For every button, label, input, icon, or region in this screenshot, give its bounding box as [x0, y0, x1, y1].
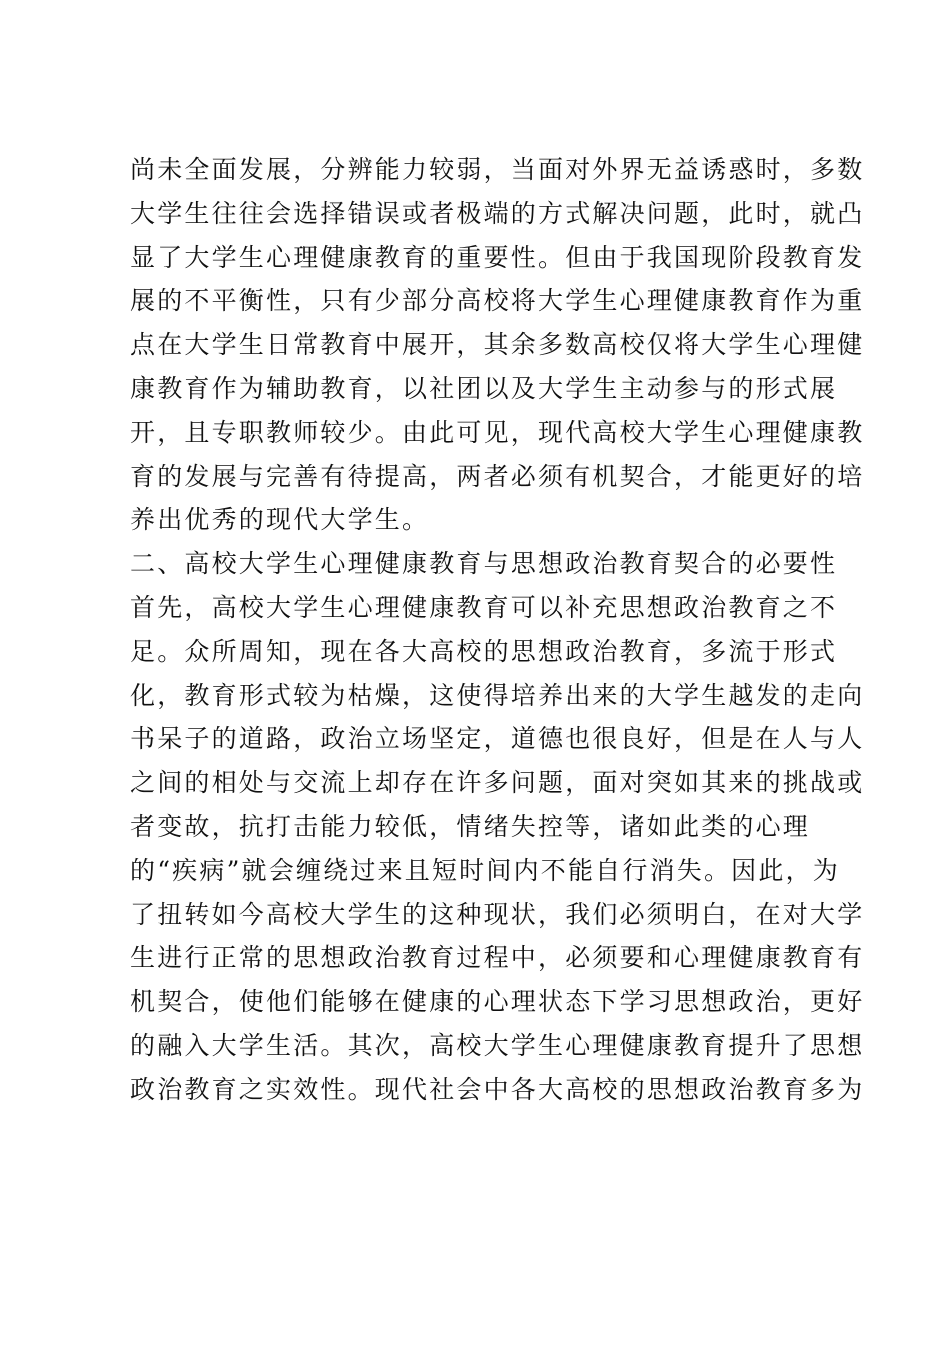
text-line: 政治教育之实效性。现代社会中各大高校的思想政治教育多为: [130, 1074, 865, 1104]
text-line: 了扭转如今高校大学生的这种现状，我们必须明白，在对大学: [130, 899, 865, 929]
text-line: 的融入大学生活。其次，高校大学生心理健康教育提升了思想: [130, 1030, 865, 1060]
body-text: [130, 148, 865, 1112]
text-line: 康教育作为辅助教育，以社团以及大学生主动参与的形式展: [130, 373, 838, 403]
text-line: 育的发展与完善有待提高，两者必须有机契合，才能更好的培: [130, 461, 865, 491]
text-line: 机契合，使他们能够在健康的心理状态下学习思想政治，更好: [130, 987, 865, 1017]
text-line: 尚未全面发展，分辨能力较弱，当面对外界无益诱惑时，多数: [130, 155, 865, 184]
text-line: 显了大学生心理健康教育的重要性。但由于我国现阶段教育发: [130, 242, 865, 272]
text-line: 展的不平衡性，只有少部分高校将大学生心理健康教育作为重: [130, 286, 865, 316]
text-line: 点在大学生日常教育中展开，其余多数高校仅将大学生心理健: [130, 330, 865, 360]
text-line: 足。众所周知，现在各大高校的思想政治教育，多流于形式: [130, 636, 838, 666]
text-line: 首先，高校大学生心理健康教育可以补充思想政治教育之不: [130, 592, 838, 622]
text-line: 养出优秀的现代大学生。: [130, 505, 430, 535]
text-line: 书呆子的道路，政治立场坚定，道德也很良好，但是在人与人: [130, 724, 865, 754]
text-line: 大学生往往会选择错误或者极端的方式解决问题，此时，就凸: [130, 198, 865, 228]
text-line: 生进行正常的思想政治教育过程中，必须要和心理健康教育有: [130, 943, 865, 973]
section-heading: 二、高校大学生心理健康教育与思想政治教育契合的必要性: [130, 549, 838, 579]
text-line: 开，且专职教师较少。由此可见，现代高校大学生心理健康教: [130, 417, 865, 447]
text-line: 之间的相处与交流上却存在许多问题，面对突如其来的挑战或: [130, 768, 865, 798]
text-line: 者变故，抗打击能力较低，情绪失控等，诸如此类的心理: [130, 811, 811, 841]
text-line: 的“疾病”就会缠绕过来且短时间内不能自行消失。因此，为: [130, 855, 840, 885]
text-line: 化，教育形式较为枯燥，这使得培养出来的大学生越发的走向: [130, 680, 865, 710]
